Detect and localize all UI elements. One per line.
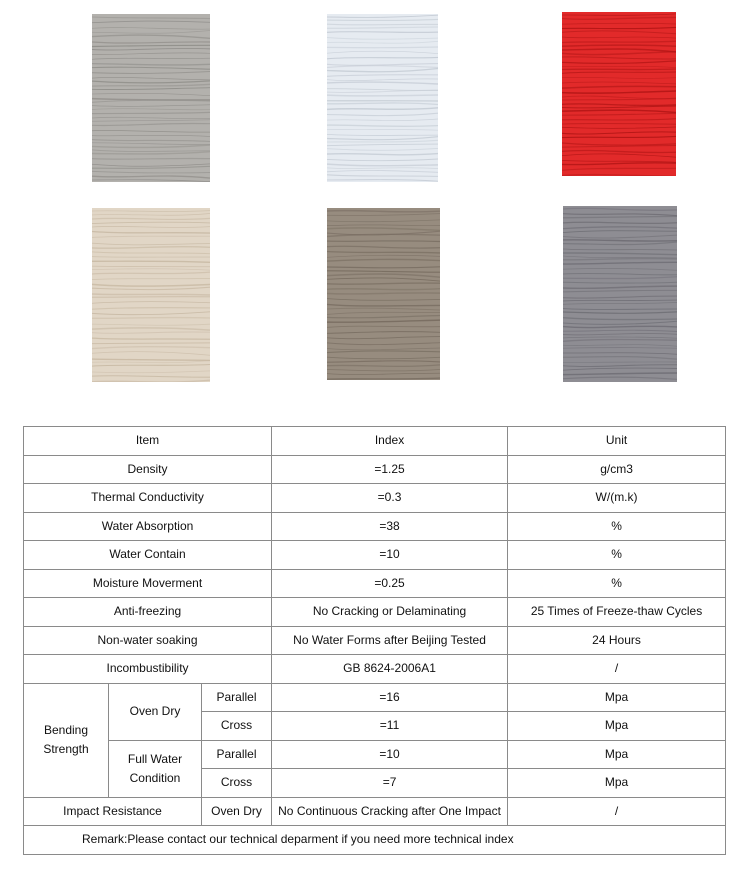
row-index: =11: [272, 712, 508, 741]
red-woodgrain-texture: [562, 12, 676, 176]
header-unit: Unit: [508, 427, 726, 456]
swatch-brown: [327, 208, 440, 380]
row-unit: Mpa: [508, 740, 726, 769]
table-row: [24, 598, 726, 627]
row-unit: %: [508, 569, 726, 598]
full-water-label: Full Water Condition: [109, 740, 202, 797]
row-index: =0.25: [272, 569, 508, 598]
row-unit: %: [508, 512, 726, 541]
row-item: Water Absorption: [24, 512, 272, 541]
row-unit: g/cm3: [508, 455, 726, 484]
swatch-beige: [92, 208, 210, 382]
row-index: No Cracking or Delaminating: [272, 598, 508, 627]
swatch-red: [562, 12, 676, 176]
table-row: [24, 484, 726, 513]
parallel-label: Parallel: [202, 683, 272, 712]
cross-label: Cross: [202, 769, 272, 798]
row-unit: Mpa: [508, 683, 726, 712]
table-row: [24, 512, 726, 541]
row-index: =16: [272, 683, 508, 712]
row-index: =38: [272, 512, 508, 541]
table-header-row: [24, 427, 726, 456]
header-item: Item: [24, 427, 272, 456]
row-unit: Mpa: [508, 712, 726, 741]
grey-woodgrain-texture: [92, 14, 210, 182]
row-unit: /: [508, 655, 726, 684]
row-index: =0.3: [272, 484, 508, 513]
row-index: No Continuous Cracking after One Impact: [272, 797, 508, 826]
row-index: =10: [272, 740, 508, 769]
impact-item: Impact Resistance: [24, 797, 202, 826]
table-row: [24, 541, 726, 570]
row-unit: 25 Times of Freeze-thaw Cycles: [508, 598, 726, 627]
row-unit: W/(m.k): [508, 484, 726, 513]
specification-table: [23, 426, 726, 855]
white-woodgrain-texture: [327, 14, 438, 182]
row-index: =1.25: [272, 455, 508, 484]
row-item: Moisture Moverment: [24, 569, 272, 598]
table-row-bending: [24, 683, 726, 712]
row-index: No Water Forms after Beijing Tested: [272, 626, 508, 655]
bending-strength-label: Bending Strength: [24, 683, 109, 797]
row-item: Anti-freezing: [24, 598, 272, 627]
table-row-remark: [24, 826, 726, 855]
table-row-impact: [24, 797, 726, 826]
row-item: Water Contain: [24, 541, 272, 570]
brown-woodgrain-texture: [327, 208, 440, 380]
row-index: =10: [272, 541, 508, 570]
impact-condition: Oven Dry: [202, 797, 272, 826]
table-row: [24, 655, 726, 684]
row-unit: /: [508, 797, 726, 826]
table-row-bending: [24, 740, 726, 769]
row-unit: Mpa: [508, 769, 726, 798]
row-index: GB 8624-2006A1: [272, 655, 508, 684]
swatch-grey: [92, 14, 210, 182]
table-row: [24, 455, 726, 484]
row-item: Incombustibility: [24, 655, 272, 684]
parallel-label: Parallel: [202, 740, 272, 769]
oven-dry-label: Oven Dry: [109, 683, 202, 740]
table-row: [24, 569, 726, 598]
row-unit: %: [508, 541, 726, 570]
swatch-white: [327, 14, 438, 182]
header-index: Index: [272, 427, 508, 456]
row-index: =7: [272, 769, 508, 798]
table-row: [24, 626, 726, 655]
row-item: Density: [24, 455, 272, 484]
slate-woodgrain-texture: [563, 206, 677, 382]
swatch-slate: [563, 206, 677, 382]
cross-label: Cross: [202, 712, 272, 741]
row-item: Thermal Conductivity: [24, 484, 272, 513]
row-unit: 24 Hours: [508, 626, 726, 655]
row-item: Non-water soaking: [24, 626, 272, 655]
beige-woodgrain-texture: [92, 208, 210, 382]
remark-text: Remark:Please contact our technical deparment if you need more technical index: [24, 826, 726, 855]
